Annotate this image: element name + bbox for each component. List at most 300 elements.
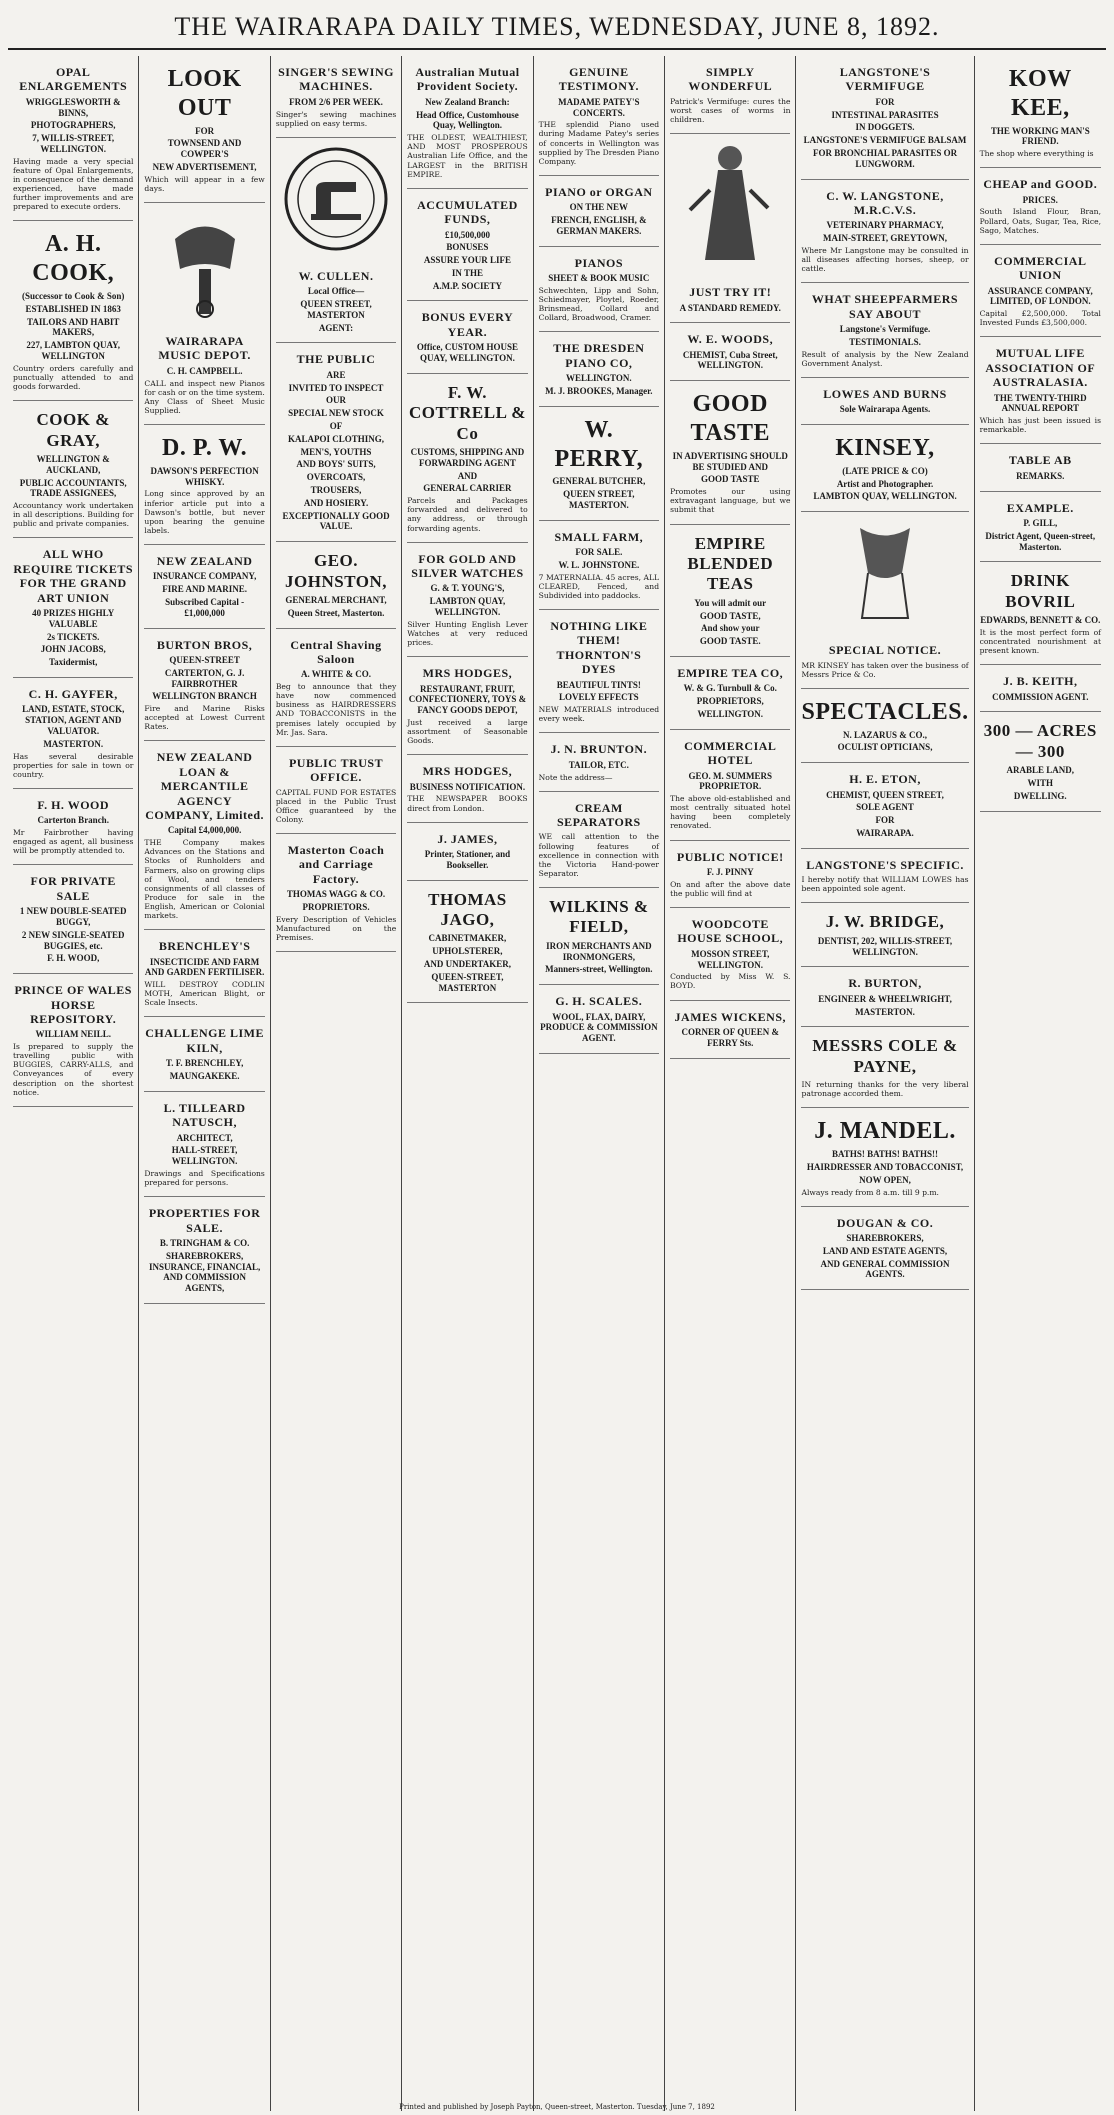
col4-advert-3 <box>407 374 527 543</box>
col1-advert-6 <box>13 865 133 974</box>
advert-line: QUEEN STREET, MASTERTON. <box>563 489 635 510</box>
advert-line: FIRE AND MARINE. <box>162 584 247 595</box>
advert-body: Parcels and Packages forwarded and delivered to any address, or through forwarding agents. <box>407 496 528 533</box>
advert-line: Sole Wairarapa Agents. <box>839 404 931 415</box>
advert-title: CHEAP and GOOD. <box>983 177 1098 192</box>
advert-body: CALL and inspect new Pianos for cash or on the time system. Any Class of Sheet Music Supplied. <box>144 378 265 415</box>
advert-title: PIANO or ORGAN <box>545 184 653 199</box>
corset-illustration-icon <box>840 518 930 628</box>
advert-line: MADAME PATEY'S CONCERTS. <box>558 96 640 118</box>
advert-title: SPECIAL NOTICE. <box>828 643 942 658</box>
col6-advert-9 <box>670 1001 790 1059</box>
advert-line: CHEMIST, Cuba Street, WELLINGTON. <box>682 349 778 371</box>
advert-line: FOR <box>875 815 895 826</box>
advert-line: IN THE <box>451 267 483 278</box>
advert-title: COOK & GRAY, <box>36 410 110 450</box>
advert-line: THOMAS WAGG & CO. <box>286 889 386 900</box>
advert-line: OCULIST OPTICIANS, <box>837 742 933 753</box>
column-7b <box>801 425 968 1290</box>
advert-line: IN ADVERTISING SHOULD BE STUDIED AND <box>672 450 788 472</box>
col8-advert-4 <box>980 444 1101 491</box>
col5-advert-10 <box>539 985 659 1054</box>
advert-line: £10,500,000 <box>444 229 490 240</box>
column-2 <box>139 56 270 2111</box>
advert-line: THE TWENTY-THIRD ANNUAL REPORT <box>993 392 1087 414</box>
advert-title: GENUINE TESTIMONY. <box>558 65 639 94</box>
advert-line: VETERINARY PHARMACY, <box>826 220 944 231</box>
saddle-illustration-icon <box>155 209 255 319</box>
advert-line: DWELLING. <box>1013 790 1067 801</box>
advert-line: EDWARDS, BENNETT & CO. <box>980 615 1101 626</box>
advert-line: WELLINGTON & AUCKLAND, <box>36 453 110 475</box>
advert-line: INSECTICIDE AND FARM AND GARDEN FERTILISER. <box>144 956 265 978</box>
advert-body: Which has just been issued is remarkable. <box>979 416 1101 435</box>
advert-body: Promotes our using extravagant language, but we submit that <box>670 487 791 515</box>
advert-title: PUBLIC NOTICE! <box>676 849 784 864</box>
advert-line: TAILOR, ETC. <box>568 759 629 770</box>
advert-body: Silver Hunting English Lever Watches at very reduced prices. <box>407 619 528 648</box>
advert-body: Patrick's Vermifuge: cures the worst cases of worms in children. <box>670 96 791 124</box>
col6-advert-0 <box>670 56 790 134</box>
advert-body: THE NEWSPAPER BOOKS direct from London. <box>407 794 528 813</box>
advert-line: PHOTOGRAPHERS, <box>30 120 116 131</box>
advert-title: SIMPLY WONDERFUL <box>688 65 773 94</box>
col1-advert-7 <box>13 974 133 1107</box>
advert-line: UPHOLSTERER, <box>432 946 503 957</box>
column-7 <box>796 56 974 2111</box>
advert-line: 40 PRIZES HIGHLY VALUABLE <box>32 607 115 629</box>
advert-line: WELLINGTON. <box>566 373 632 384</box>
advert-line: SHAREBROKERS, <box>846 1233 924 1244</box>
advert-line: ON THE NEW <box>569 202 629 213</box>
col6-advert-2 <box>670 323 790 381</box>
advert-line: CABINETMAKER, <box>428 933 507 944</box>
col5-advert-3 <box>539 332 659 406</box>
advert-body: Country orders carefully and punctually attended to and goods forwarded. <box>13 363 134 392</box>
col4-advert-6 <box>407 755 527 822</box>
col2-advert-6 <box>144 930 264 1017</box>
col1-advert-3 <box>13 538 133 678</box>
advert-body: Mr Fairbrother having engaged as agent, all business will be promptly attended to. <box>13 828 134 856</box>
advert-line: CUSTOMS, SHIPPING AND FORWARDING AGENT <box>410 447 525 468</box>
col7b-advert-1 <box>801 634 968 689</box>
advert-line: IN DOGGETS. <box>855 122 915 133</box>
column-1 <box>8 56 139 2111</box>
col7b-advert-5 <box>801 903 968 967</box>
advert-line: GENERAL BUTCHER, <box>552 476 646 487</box>
advert-title: EMPIRE TEA CO, <box>677 665 784 680</box>
col5-advert-7 <box>539 733 659 791</box>
advert-title: PROPERTIES FOR SALE. <box>148 1206 261 1235</box>
advert-title: NEW ZEALAND LOAN & MERCANTILE AGENCY COMPANY, Limited. <box>145 750 265 822</box>
advert-line: Capital £4,000,000. <box>167 825 242 836</box>
col8-advert-6 <box>980 562 1101 665</box>
advert-title: GEO. JOHNSTON, <box>285 551 387 591</box>
advert-line: Langstone's Vermifuge. <box>839 324 931 335</box>
advert-title: SPECTACLES. <box>801 698 969 725</box>
advert-line: QUEEN-STREET, MASTERTON <box>431 971 504 993</box>
col1-advert-5 <box>13 789 133 866</box>
advert-line: OVERCOATS, <box>306 472 366 483</box>
col2-advert-8 <box>144 1092 264 1197</box>
advert-line: PRICES. <box>1022 194 1058 205</box>
imprint: Printed and published by Joseph Payton, Queen-street, Masterton. Tuesday, June 7, 1892 <box>399 2103 715 2111</box>
advert-line: PUBLIC ACCOUNTANTS, TRADE ASSIGNEES, <box>19 477 127 499</box>
advert-body: Which will appear in a few days. <box>144 174 265 193</box>
advert-title: EXAMPLE. <box>1006 500 1074 515</box>
col7-advert-1 <box>801 180 968 284</box>
advert-title: OPAL ENLARGEMENTS <box>19 65 128 94</box>
advert-line: Queen Street, Masterton. <box>287 607 385 618</box>
advert-body: It is the most perfect form of concentrated nourishment at present known. <box>979 627 1101 656</box>
col8-advert-1 <box>980 168 1101 245</box>
advert-title: LOOK OUT <box>167 66 242 121</box>
col2-advert-4 <box>144 629 264 742</box>
col6-advert-5 <box>670 657 790 730</box>
advert-line: OUR <box>326 395 347 406</box>
col7b-advert-9 <box>801 1207 968 1291</box>
advert-line: ASSURANCE COMPANY, LIMITED, OF LONDON. <box>987 285 1093 307</box>
advert-body: 7 MATERNALIA. 45 acres, ALL CLEARED, Fenced, and Subdivided into paddocks. <box>538 572 660 600</box>
advert-line: Carterton Branch. <box>37 815 109 826</box>
advert-body: WE call attention to the following features of excellence in connection with the Victoria Hand-power Separator. <box>538 832 660 878</box>
advert-line: AND GENERAL COMMISSION AGENTS. <box>820 1258 950 1280</box>
col5-advert-0 <box>539 56 659 176</box>
advert-line: SHEET & BOOK MUSIC <box>548 273 650 284</box>
col4-advert-8 <box>407 881 527 1004</box>
advert-line: ESTABLISHED IN 1863 <box>25 303 121 314</box>
advert-line: F. H. WOOD, <box>47 953 100 964</box>
col2-advert-2 <box>144 425 264 545</box>
advert-body: Result of analysis by the New Zealand Government Analyst. <box>801 349 969 368</box>
advert-title: PRINCE OF WALES HORSE REPOSITORY. <box>14 983 132 1026</box>
col3-advert-0 <box>276 56 396 138</box>
advert-line: WELLINGTON BRANCH <box>152 691 257 702</box>
advert-line: KALAPOI CLOTHING, <box>288 433 385 444</box>
masthead <box>8 0 1106 50</box>
advert-line: BEAUTIFUL TINTS! <box>556 679 641 690</box>
advert-line: QUEEN-STREET <box>169 654 240 665</box>
col2-advert-1 <box>144 325 264 425</box>
advert-body: Capital £2,500,000. Total Invested Funds £3,500,000. <box>979 309 1101 328</box>
advert-body: Fire and Marine Risks accepted at Lowest Current Rates. <box>144 704 265 732</box>
advert-body: IN returning thanks for the very liberal patronage accorded them. <box>801 1080 969 1099</box>
col1-advert-0 <box>13 56 133 221</box>
col6-advert-1 <box>670 276 790 323</box>
advert-title: COMMERCIAL UNION <box>994 253 1087 283</box>
col6-advert-8 <box>670 908 790 1001</box>
advert-title: CHALLENGE LIME KILN, <box>145 1026 264 1055</box>
advert-line: Local Office— <box>307 286 365 297</box>
advert-line: COMMISSION AGENT. <box>992 691 1089 702</box>
advert-body: Just received a large assortment of Seasonable Goods. <box>407 717 528 746</box>
advert-title: JAMES WICKENS, <box>674 1009 786 1024</box>
column-8 <box>975 56 1106 2111</box>
advert-title: COMMERCIAL HOTEL <box>684 738 777 768</box>
advert-line: FOR SALE. <box>575 547 623 558</box>
advert-body: Is prepared to supply the travelling public with BUGGIES, CARRY-ALLS, and Conveyances of every description on the shortest notice. <box>13 1042 134 1097</box>
column-3 <box>271 56 402 2111</box>
advert-line: CORNER OF QUEEN & FERRY Sts. <box>681 1026 779 1048</box>
col7b-advert-7 <box>801 1027 968 1108</box>
advert-body: Schwechten, Lipp and Sohn, Schiedmayer, Ploytel, Roeder, Brinsmead, Collard and Collard, Broadwood, Cramer. <box>538 285 660 323</box>
column-7a <box>801 56 968 425</box>
col4-advert-4 <box>407 543 527 658</box>
col3-advert-2 <box>276 343 396 542</box>
advert-line: A.M.P. SOCIETY <box>432 280 503 291</box>
col7-advert-0 <box>801 56 968 180</box>
advert-title: BRENCHLEY'S <box>158 939 251 954</box>
advert-title: DRINK BOVRIL <box>1005 571 1076 611</box>
col8-advert-2 <box>980 245 1101 338</box>
advert-line: WRIGGLESWORTH & BINNS, <box>25 96 121 118</box>
advert-line: NEW ADVERTISEMENT, <box>152 161 257 172</box>
advert-title: THE PUBLIC <box>296 352 376 367</box>
advert-line: PROPRIETORS. <box>302 901 370 912</box>
col6-advert-6 <box>670 730 790 841</box>
advert-title: L. TILLEARD NATUSCH, <box>163 1100 246 1130</box>
advert-line: INVITED TO INSPECT <box>288 382 384 393</box>
advert-title: NOTHING LIKE THEM! THORNTON'S DYES <box>550 619 648 677</box>
advert-line: Printer, Stationer, and Bookseller. <box>424 849 511 870</box>
advert-line: AND UNDERTAKER, <box>423 959 511 970</box>
advert-title: J. JAMES, <box>437 831 498 846</box>
advert-line: GOOD TASTE, <box>699 610 761 621</box>
col7b-advert-4 <box>801 849 968 904</box>
advert-line: Manners-street, Wellington. <box>545 964 653 975</box>
col7b-advert-6 <box>801 967 968 1027</box>
advert-title: G. H. SCALES. <box>555 994 643 1009</box>
advert-line: DENTIST, 202, WILLIS-STREET, WELLINGTON. <box>817 935 953 957</box>
advert-line: G. & T. YOUNG'S, <box>430 583 505 594</box>
advert-body: WILL DESTROY CODLIN MOTH, American Blight, or Scale Insects. <box>144 980 265 1008</box>
advert-title: PIANOS <box>574 255 624 270</box>
advert-title: W. CULLEN. <box>298 268 374 283</box>
advert-line: W. L. JOHNSTONE. <box>558 559 640 570</box>
advert-title: TABLE AB <box>1008 453 1072 468</box>
advert-line: ENGINEER & WHEELWRIGHT, <box>818 993 952 1004</box>
advert-line: AND <box>457 470 478 481</box>
col3-advert-1 <box>276 260 396 344</box>
col6-advert-7 <box>670 841 790 908</box>
advert-line: GENERAL CARRIER <box>423 483 512 494</box>
advert-line: MEN'S, YOUTHS <box>300 446 372 457</box>
col8-advert-0 <box>980 56 1101 168</box>
advert-title: A. H. COOK, <box>32 231 115 287</box>
advert-line: REMARKS. <box>1016 470 1065 481</box>
advert-line: MAIN-STREET, GREYTOWN, <box>823 233 947 244</box>
advert-line: GOOD TASTE <box>701 474 760 485</box>
col3-advert-6 <box>276 834 396 952</box>
advert-line: WELLINGTON. <box>697 708 764 719</box>
advert-body: Long since approved by an inferior article put into a Dawson's bottle, but never upon bearing the genuine labels. <box>144 489 265 535</box>
advert-body: NEW MATERIALS introduced every week. <box>538 705 660 724</box>
advert-line: New Zealand Branch: <box>425 96 510 107</box>
advert-line: LOVELY EFFECTS <box>559 692 639 703</box>
col5-advert-1 <box>539 176 659 247</box>
advert-line: EXCEPTIONALLY GOOD VALUE. <box>282 510 390 532</box>
advert-title: FOR GOLD AND SILVER WATCHES <box>411 551 524 581</box>
advert-line: BONUSES <box>446 242 489 253</box>
col5-advert-6 <box>539 610 659 733</box>
advert-body: THE Company makes Advances on the Stations and Stocks of Runholders and Farmers, also on growing clips of Wool, and tenders consignments of all classes of Produce for sale in the English, American or Colonial markets. <box>144 838 265 921</box>
col3-advert-3 <box>276 542 396 628</box>
col5-advert-4 <box>539 407 659 521</box>
col8-advert-3 <box>980 337 1101 444</box>
advert-line: PROPRIETORS, <box>696 696 764 707</box>
advert-body: I hereby notify that WILLIAM LOWES has been appointed sole agent. <box>801 875 969 894</box>
advert-line: (Successor to Cook & Son) <box>22 291 125 302</box>
advert-line: JOHN JACOBS, <box>40 644 106 655</box>
advert-line: LAMBTON QUAY, WELLINGTON. <box>813 491 957 502</box>
advert-title: MRS HODGES, <box>422 764 513 779</box>
advert-body: South Island Flour, Bran, Pollard, Oats, Sugar, Tea, Rice, Sago, Matches. <box>979 207 1101 235</box>
col5-advert-2 <box>539 247 659 333</box>
advert-line: TROUSERS, <box>310 484 362 495</box>
advert-body: THE splendid Piano used during Madame Patey's series of concerts in Wellington was supplied by The Dresden Piano Company. <box>538 120 660 166</box>
column-5 <box>534 56 665 2111</box>
advert-line: INTESTINAL PARASITES <box>831 109 939 120</box>
advert-line: A STANDARD REMEDY. <box>679 302 781 313</box>
advert-line: IRON MERCHANTS AND IRONMONGERS, <box>546 940 652 962</box>
advert-line: 7, WILLIS-STREET, WELLINGTON. <box>32 133 115 154</box>
advert-title: KINSEY, <box>835 435 935 462</box>
advert-body: Singer's sewing machines supplied on easy terms. <box>275 109 397 128</box>
advert-line: DAWSON'S PERFECTION WHISKY. <box>150 465 259 487</box>
advert-line: ARE <box>326 369 346 380</box>
lady-figure-illustration-icon <box>680 140 780 270</box>
advert-body: Every Description of Vehicles Manufactured on the Premises. <box>275 914 397 942</box>
col5-advert-9 <box>539 888 659 985</box>
advert-line: MOSSON STREET, WELLINGTON. <box>691 948 770 970</box>
advert-line: 1 NEW DOUBLE-SEATED BUGGY, <box>19 906 127 927</box>
advert-line: 2 NEW SINGLE-SEATED BUGGIES, etc. <box>21 929 125 951</box>
advert-title: Masterton Coach and Carriage Factory. <box>287 842 385 886</box>
advert-title: H. E. ETON, <box>849 772 921 787</box>
advert-title: THOMAS JAGO, <box>428 889 507 930</box>
advert-line: W. & G. Turnbull & Co. <box>683 683 777 694</box>
advert-title: KOW KEE, <box>1008 66 1072 121</box>
col6-advert-3 <box>670 381 790 524</box>
advert-line: HALL-STREET, WELLINGTON. <box>171 1145 238 1167</box>
advert-line: Subscribed Capital - £1,000,000 <box>165 596 245 618</box>
advert-line: TOWNSEND AND COWPER'S <box>167 138 242 160</box>
advert-line: Artist and Photographer. <box>836 478 934 489</box>
advert-line: LAND AND ESTATE AGENTS, <box>822 1245 948 1256</box>
advert-line: WOOL, FLAX, DAIRY, PRODUCE & COMMISSION AGENT. <box>540 1011 658 1044</box>
advert-line: LANGSTONE'S VERMIFUGE BALSAM <box>803 135 967 146</box>
advert-line: CARTERTON, G. J. FAIRBROTHER <box>164 667 245 689</box>
col2-advert-7 <box>144 1017 264 1091</box>
advert-title: NEW ZEALAND <box>156 553 253 568</box>
advert-line: RESTAURANT, FRUIT, CONFECTIONERY, TOYS & FANCY GOODS DEPOT, <box>408 683 527 716</box>
col7b-advert-3 <box>801 763 968 849</box>
advert-line: You will admit our <box>694 597 767 608</box>
advert-body: Has several desirable properties for sale in town or country. <box>13 751 134 779</box>
advert-title: F. H. WOOD <box>37 797 110 812</box>
advert-title: LOWES AND BURNS <box>823 386 947 401</box>
advert-title: PUBLIC TRUST OFFICE. <box>288 755 384 785</box>
advert-title: THE DRESDEN PIANO CO, <box>553 341 645 370</box>
advert-line: FOR <box>875 96 895 107</box>
advert-title: W. E. WOODS, <box>687 332 774 347</box>
advert-body: Drawings and Specifications prepared for persons. <box>144 1169 265 1188</box>
advert-title: JUST TRY IT! <box>689 285 772 300</box>
advert-line: FOR BRONCHIAL PARASITES OR LUNGWORM. <box>812 147 958 169</box>
advert-line: WILLIAM NEILL. <box>35 1029 111 1040</box>
column-6 <box>665 56 796 2111</box>
sewing-machine-seal-icon <box>281 144 391 254</box>
advert-line: THE WORKING MAN'S FRIEND. <box>990 125 1090 147</box>
col4-advert-5 <box>407 657 527 755</box>
advert-body: The above old-established and most centrally situated hotel having been completely renovated. <box>670 794 791 831</box>
advert-line: OF <box>329 420 343 431</box>
col4-advert-1 <box>407 189 527 302</box>
advert-title: WILKINS & FIELD, <box>549 897 649 937</box>
advert-title: ALL WHO REQUIRE TICKETS FOR THE GRAND ART UNION <box>13 547 134 605</box>
advert-line: C. H. CAMPBELL. <box>166 365 243 376</box>
column-4 <box>402 56 533 2111</box>
advert-title: F. W. COTTRELL & Co <box>408 382 526 443</box>
advert-title: MESSRS COLE & PAYNE, <box>812 1036 958 1076</box>
advert-body: Always ready from 8 a.m. till 9 p.m. <box>801 1187 939 1197</box>
advert-line: BUSINESS NOTIFICATION. <box>409 781 526 792</box>
advert-line: CHEMIST, QUEEN STREET, <box>826 789 944 800</box>
advert-line: M. J. BROOKES, Manager. <box>545 385 653 396</box>
advert-body: Where Mr Langstone may be consulted in all diseases affecting horses, sheep, or cattle. <box>801 245 969 274</box>
col4-advert-7 <box>407 823 527 881</box>
advert-line: FOR <box>195 125 215 136</box>
col7-advert-3 <box>801 378 968 425</box>
advert-title: WHAT SHEEPFARMERS SAY ABOUT <box>811 292 959 321</box>
advert-title: CREAM SEPARATORS <box>557 800 641 830</box>
masthead-title: THE WAIRARAPA DAILY TIMES, WEDNESDAY, JUNE 8, 1892. <box>174 12 940 41</box>
advert-line: AGENT: <box>318 322 354 333</box>
col2-advert-0 <box>144 56 264 203</box>
advert-line: 227, LAMBTON QUAY, WELLINGTON <box>26 340 121 361</box>
advert-title: GOOD TASTE <box>690 391 770 447</box>
col7-advert-2 <box>801 283 968 378</box>
advert-line: HAIRDRESSER AND TOBACCONIST, <box>806 1161 964 1172</box>
advert-title: R. BURTON, <box>848 976 922 991</box>
advert-line: BATHS! BATHS! BATHS!! <box>832 1149 939 1160</box>
col7b-advert-8 <box>801 1108 968 1206</box>
advert-body: Beg to announce that they have now commenced business as HAIRDRESSERS AND TOBACCONISTS in the premises lately occupied by Mr. Jas. Sara. <box>275 682 397 737</box>
advert-title: BURTON BROS, <box>156 637 253 652</box>
advert-line: 2s TICKETS. <box>47 631 100 642</box>
advert-line: N. LAZARUS & CO., <box>843 729 928 740</box>
advert-title: SINGER'S SEWING MACHINES. <box>278 65 394 94</box>
advert-title: MRS HODGES, <box>422 666 513 681</box>
advert-title: D. P. W. <box>162 435 248 462</box>
col2-advert-5 <box>144 741 264 930</box>
advert-title: Australian Mutual Provident Society. <box>415 65 520 94</box>
col5-advert-8 <box>539 792 659 888</box>
advert-line: MAUNGAKEKE. <box>169 1071 240 1082</box>
advert-line: Office, CUSTOM HOUSE QUAY, WELLINGTON. <box>416 342 518 364</box>
advert-line: FRENCH, ENGLISH, & GERMAN MAKERS. <box>551 215 647 236</box>
advert-line: ARCHITECT, <box>176 1132 233 1143</box>
col7b-advert-0 <box>801 425 968 512</box>
advert-columns <box>8 56 1106 2111</box>
col3-advert-4 <box>276 629 396 747</box>
col2-advert-3 <box>144 545 264 629</box>
advert-body: CAPITAL FUND FOR ESTATES placed in the Public Trust Office guaranteed by the Colony. <box>275 787 397 824</box>
col4-advert-2 <box>407 301 527 373</box>
advert-line: WAIRARAPA. <box>856 828 914 839</box>
advert-title: C. W. LANGSTONE, M.R.C.V.S. <box>826 188 944 217</box>
advert-body: Note the address— <box>538 772 613 782</box>
